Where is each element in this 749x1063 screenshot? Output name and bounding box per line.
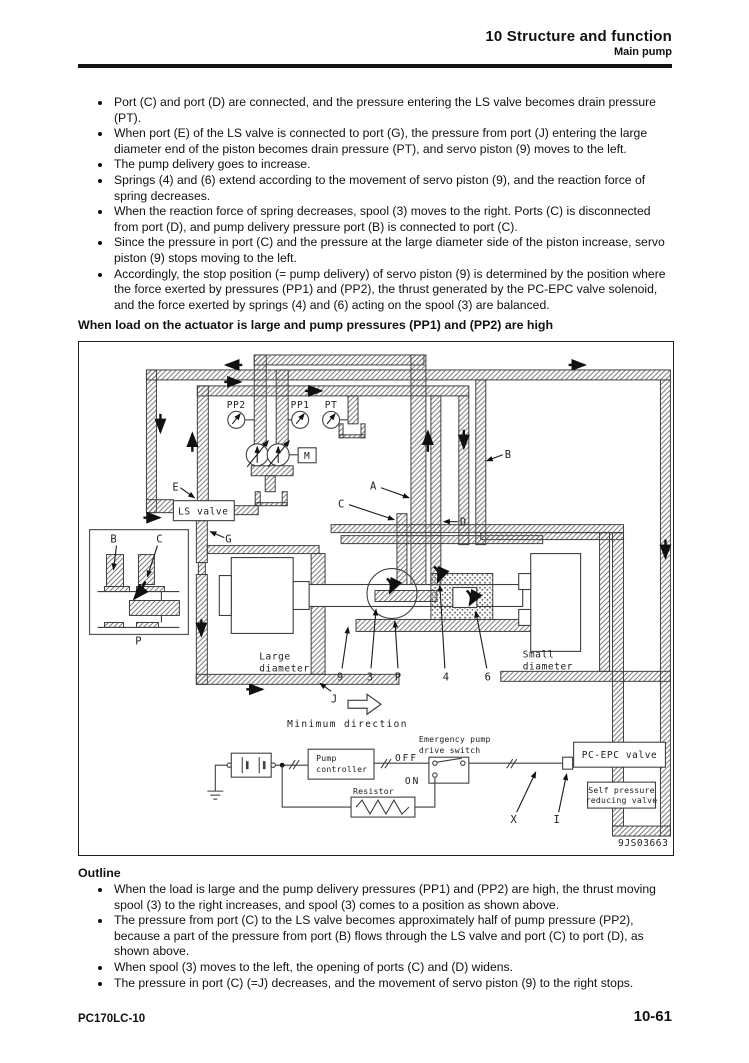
bullet-item: • Springs (4) and (6) extend according to the movement of servo piston (9), and the reaction force of spring decreases. (112, 173, 672, 204)
bullet-item: • When the load is large and the pump delivery pressures (PP1) and (PP2) are high, the thrust moving spool (3) to the right increases, and spool (3) comes to a position as shown above. (112, 882, 672, 913)
self-pressure-valve-label-2: reducing valve (585, 795, 658, 806)
motor-label: M (303, 450, 311, 462)
port-e-label: E (172, 481, 179, 494)
small-diameter-label-2: diameter (522, 661, 574, 673)
inset-port-p-label: P (135, 635, 142, 648)
switch-off-label: OFF (394, 753, 419, 765)
bullet-item: • When the reaction force of spring decreases, spool (3) moves to the right. Ports (C) is disconnected from port (D), and pump delivery pressure port (B) is connected to port (C). (112, 204, 672, 235)
gauge-pt-icon (323, 411, 340, 428)
page-header (485, 28, 672, 58)
chapter-title: 10 Structure and function (485, 28, 672, 45)
bullet-item: • Port (C) and port (D) are connected, and the pressure entering the LS valve becomes drain pressure (PT). (112, 95, 672, 126)
large-piston-head (231, 558, 293, 634)
intro-section (78, 95, 672, 313)
minimum-direction (287, 694, 408, 730)
diagram-svg (79, 342, 673, 855)
connector-icon (563, 757, 573, 769)
port-d-label: D (459, 516, 467, 529)
emergency-switch-label-2: drive switch (418, 745, 481, 756)
hydraulic-circuit-diagram (78, 341, 674, 856)
figure-number: 9JS03663 (618, 838, 669, 850)
small-diameter-label-1: Small (522, 649, 555, 661)
pump-controller-label-1: Pump (316, 753, 337, 764)
bullet-item: • Since the pressure in port (C) and the pressure at the large diameter side of the piston increase, servo piston (9) stops moving to the left. (112, 235, 672, 266)
inset-port-c-label: C (156, 533, 163, 546)
spool (375, 591, 437, 602)
outline-heading: Outline (78, 866, 121, 880)
inset-port-b-label: B (110, 533, 117, 546)
spool-inset-detail (90, 530, 189, 648)
gauge-pp1-label: PP1 (290, 399, 310, 411)
gauge-pt-label: PT (324, 399, 338, 411)
switch-on-label: ON (404, 776, 421, 788)
port-g-label: G (225, 533, 232, 546)
bullet-item: • The pressure in port (C) (=J) decreases, and the movement of servo piston (9) to the right stops. (112, 976, 672, 992)
minimum-direction-arrow-icon (348, 694, 381, 714)
num-6-label: 6 (484, 671, 491, 684)
footer-model: PC170LC-10 (78, 1013, 146, 1025)
gauge-pp2-icon (228, 411, 245, 428)
pc-epc-valve-label: PC-EPC valve (581, 750, 658, 762)
bullet-item: • The pressure from port (C) to the LS valve becomes approximately half of pump pressure (PP2), because a part of the pressure from port (B) flows through the LS valve and port (C) to port (D), as shown above. (112, 913, 672, 960)
outline-bullet-list (78, 882, 672, 991)
minimum-direction-label: Minimum direction (287, 719, 408, 731)
resistor-label: Resistor (353, 786, 395, 797)
port-j-label: J (330, 693, 338, 706)
footer-page-number: 10-61 (633, 1008, 672, 1025)
num-9-label: 9 (336, 671, 344, 684)
electric-circuit (207, 734, 572, 826)
port-x-label: X (510, 814, 517, 827)
pumps (246, 441, 316, 467)
gauge-pp1-icon (292, 411, 309, 428)
gauge-pp2-label: PP2 (226, 399, 246, 411)
num-4-label: 4 (442, 671, 450, 684)
bullet-item: • Accordingly, the stop position (= pump delivery) of servo piston (9) is determined by the position where the force exerted by pressures (PP1) and (PP2), the thrust generated by the PC-EPC valve solenoid, and the force exerted by springs (4) and (6) acting on the spool (3) are balanced. (112, 267, 672, 314)
large-diameter-label-1: Large (259, 651, 291, 663)
small-piston-head (531, 554, 581, 652)
port-c-label: C (338, 498, 345, 511)
bullet-item: • When spool (3) moves to the left, the opening of ports (C) and (D) widens. (112, 960, 672, 976)
resistor-box (351, 797, 415, 817)
intro-bullet-list (78, 95, 672, 313)
ls-valve-label: LS valve (178, 506, 229, 518)
num-3-label: 3 (366, 671, 374, 684)
self-pressure-valve-label-1: Self pressure (588, 785, 655, 796)
diagram-caption: When load on the actuator is large and pump pressures (PP1) and (PP2) are high (78, 318, 554, 332)
pump-controller-label-2: controller (316, 764, 368, 775)
bullet-item: • When port (E) of the LS valve is connected to port (G), the pressure from port (J) entering the large diameter end of the piston becomes drain pressure (PT), and servo piston (9) moves to the left. (112, 126, 672, 157)
emergency-switch-label-1: Emergency pump (418, 734, 491, 745)
label-p: P (394, 671, 402, 684)
section-subtitle: Main pump (613, 46, 672, 58)
header-rule (78, 64, 672, 68)
large-diameter-label-2: diameter (259, 663, 310, 675)
bullet-item: • The pump delivery goes to increase. (112, 157, 672, 173)
outline-section (78, 882, 672, 991)
port-b-label: B (504, 448, 512, 461)
port-i-label: I (553, 814, 560, 827)
port-a-label: A (370, 480, 377, 493)
